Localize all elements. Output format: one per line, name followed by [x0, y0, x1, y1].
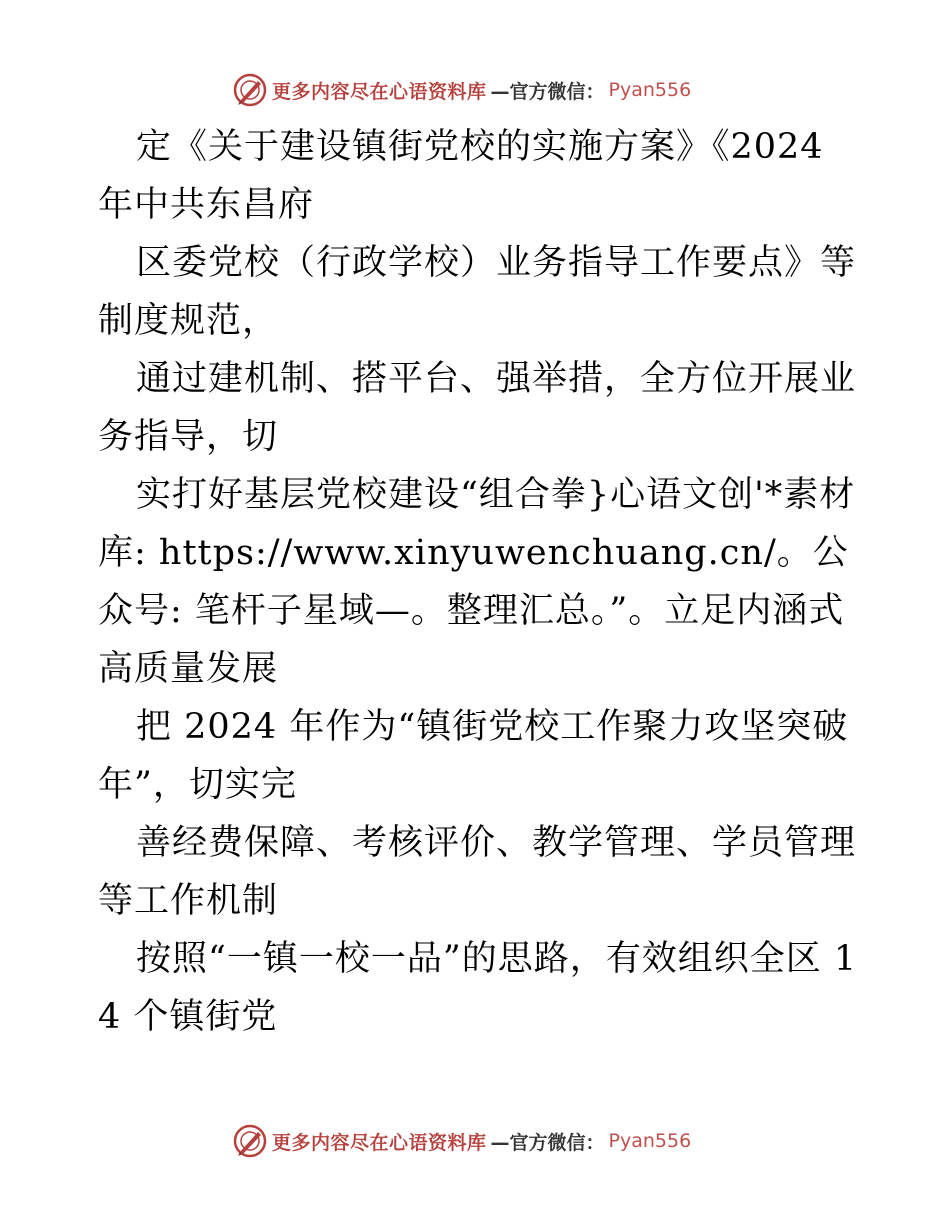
banner-title: 更多内容尽在心语资料库	[272, 1131, 487, 1154]
banner-title: 更多内容尽在心语资料库	[272, 80, 487, 103]
banner-wechat-id: Pyan556	[608, 79, 692, 101]
paragraph: 定《关于建设镇街党校的实施方案》《2024 年中共东昌府	[98, 127, 824, 225]
paragraph: 区委党校（行政学校）业务指导工作要点》等制度规范，	[98, 243, 857, 341]
document-body	[98, 118, 858, 1046]
pen-logo-icon	[232, 1123, 268, 1159]
header-banner	[232, 70, 691, 110]
footer-banner	[232, 1121, 691, 1161]
banner-label: —官方微信：	[490, 1131, 605, 1154]
pen-logo-icon	[232, 72, 268, 108]
paragraph: 按照“一镇一校一品”的思路，有效组织全区 14 个镇街党	[98, 939, 858, 1037]
paragraph: 实打好基层党校建设“组合拳}心语文创'*素材库: https://www.xinyuwenchuang.cn/。公众号: 笔杆子星域—。整理汇总。”。立足内涵式高质量发展	[98, 475, 856, 689]
paragraph: 善经费保障、考核评价、教学管理、学员管理等工作机制	[98, 823, 857, 921]
paragraph: 把 2024 年作为“镇街党校工作聚力攻坚突破年”，切实完	[98, 707, 849, 805]
banner-wechat-id: Pyan556	[608, 1130, 692, 1152]
banner-label: —官方微信：	[490, 80, 605, 103]
paragraph: 通过建机制、搭平台、强举措，全方位开展业务指导，切	[98, 359, 857, 457]
